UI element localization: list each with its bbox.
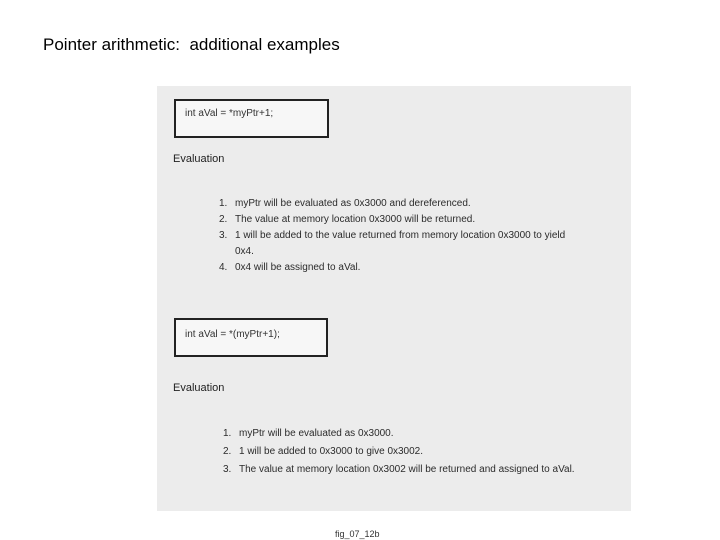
step-number: 1. [219, 198, 228, 209]
code-box-example-2 [174, 318, 328, 357]
evaluation-steps-example-2 [223, 425, 623, 479]
step-number: 3. [223, 464, 232, 475]
step-number: 1. [223, 428, 232, 439]
list-item [219, 228, 585, 260]
step-text: myPtr will be evaluated as 0x3000 and dereferenced. [235, 198, 471, 209]
list-item [219, 260, 609, 276]
slide-title: Pointer arithmetic: additional examples [43, 35, 340, 54]
step-number: 3. [219, 230, 228, 241]
code-box-example-1 [174, 99, 329, 138]
step-text: The value at memory location 0x3000 will be returned. [235, 214, 476, 225]
step-number: 2. [223, 446, 232, 457]
step-number: 4. [219, 262, 228, 273]
step-number: 2. [219, 214, 228, 225]
list-item [223, 425, 623, 443]
list-item [219, 196, 609, 212]
evaluation-heading: Evaluation [173, 153, 225, 165]
step-text: myPtr will be evaluated as 0x3000. [239, 428, 394, 439]
step-text: 1 will be added to the value returned from memory location 0x3000 to yield 0x4. [235, 230, 566, 257]
step-text: 1 will be added to 0x3000 to give 0x3002. [239, 446, 424, 457]
step-text: The value at memory location 0x3002 will be returned and assigned to aVal. [239, 464, 575, 475]
step-text: 0x4 will be assigned to aVal. [235, 262, 361, 273]
figure-caption: fig_07_12b [335, 529, 380, 539]
figure-panel [157, 86, 631, 511]
list-item [223, 461, 623, 479]
code-line: int aVal = *(myPtr+1); [185, 329, 280, 340]
list-item [223, 443, 623, 461]
list-item [219, 212, 609, 228]
evaluation-steps-example-1 [219, 196, 609, 276]
evaluation-heading: Evaluation [173, 382, 225, 394]
code-line: int aVal = *myPtr+1; [185, 108, 274, 119]
